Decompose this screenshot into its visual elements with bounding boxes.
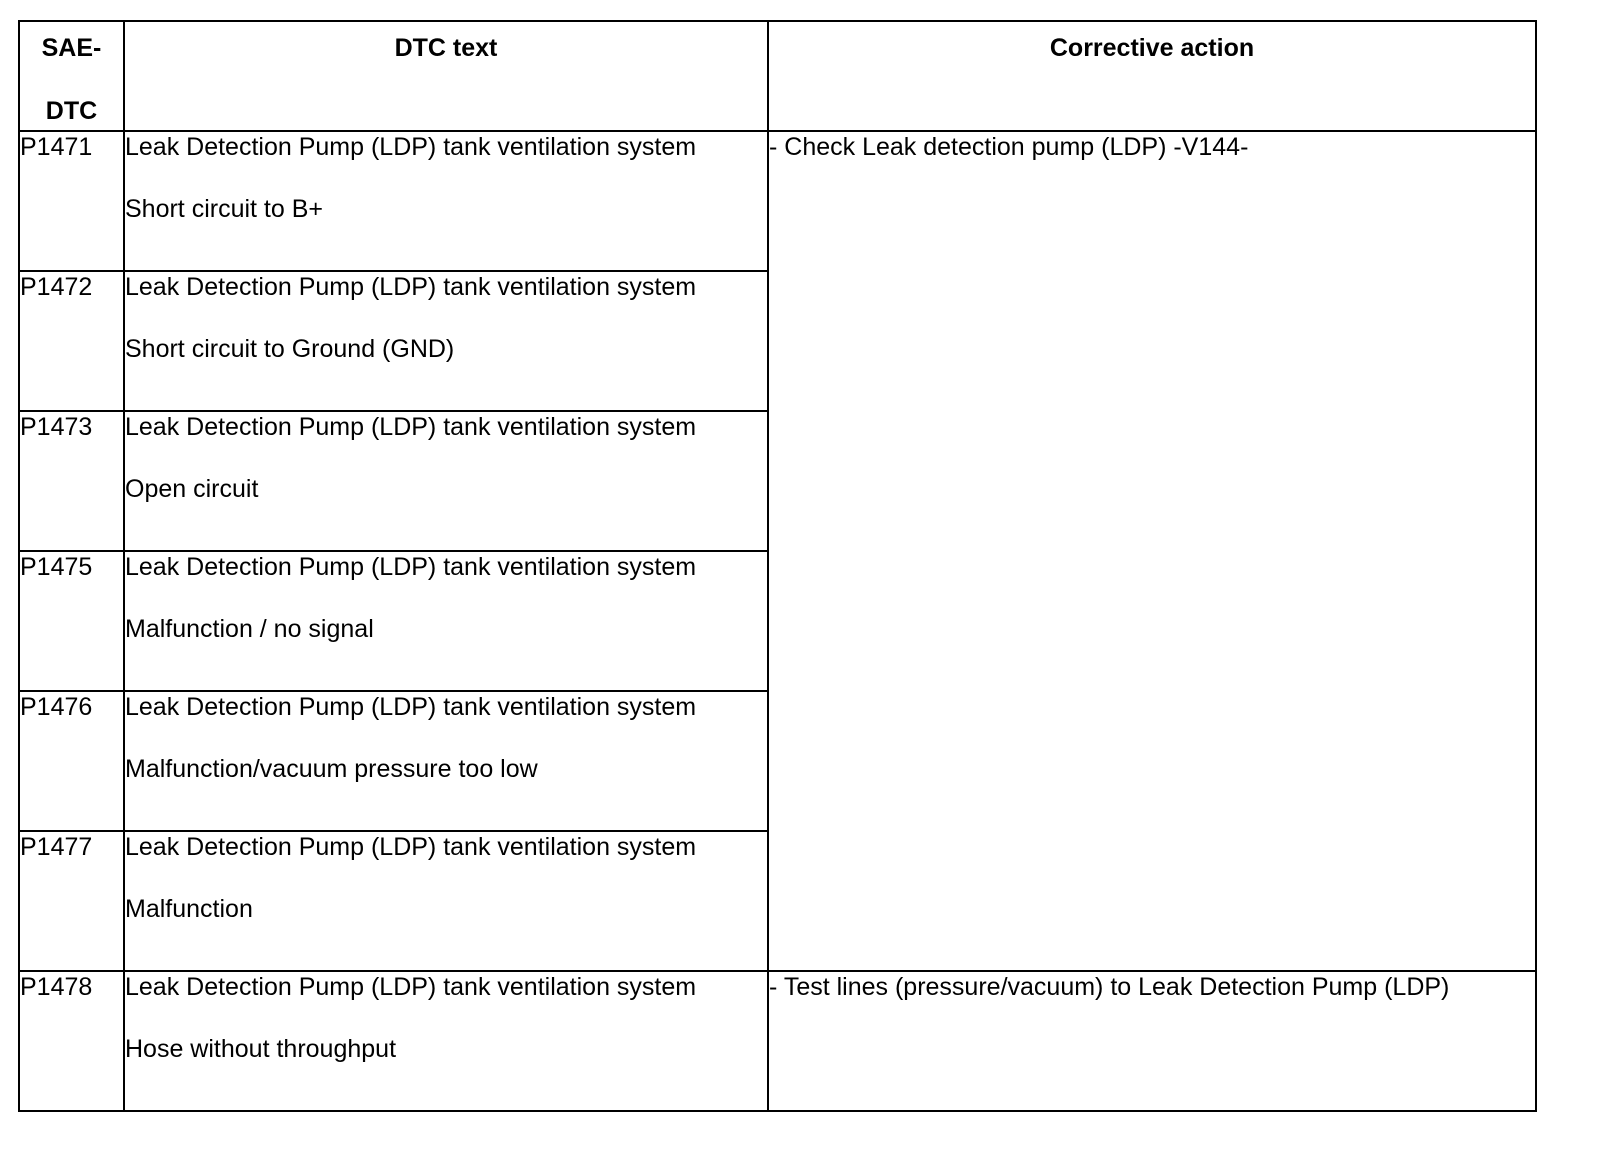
dtc-code: P1472 <box>19 271 124 411</box>
corrective-action-cell: - Test lines (pressure/vacuum) to Leak Detection Pump (LDP) <box>768 971 1536 1111</box>
dtc-detail: Short circuit to B+ <box>125 195 323 223</box>
dtc-description: Leak Detection Pump (LDP) tank ventilation system <box>125 833 697 861</box>
table-row <box>19 971 1536 1111</box>
dtc-description: Leak Detection Pump (LDP) tank ventilation system <box>125 973 697 1001</box>
corrective-action-cell: - Check Leak detection pump (LDP) -V144- <box>768 131 1536 971</box>
dtc-description: Leak Detection Pump (LDP) tank ventilation system <box>125 693 697 721</box>
dtc-description: Leak Detection Pump (LDP) tank ventilation system <box>125 133 697 161</box>
dtc-detail: Malfunction / no signal <box>125 615 374 643</box>
dtc-detail: Malfunction <box>125 895 253 923</box>
header-sae-line1: SAE- <box>41 34 102 62</box>
header-sae-line2: DTC <box>45 97 98 125</box>
dtc-code: P1473 <box>19 411 124 551</box>
dtc-description: Leak Detection Pump (LDP) tank ventilation system <box>125 413 697 441</box>
dtc-text-cell <box>124 691 768 831</box>
dtc-description: Leak Detection Pump (LDP) tank ventilation system <box>125 273 697 301</box>
dtc-text-cell <box>124 271 768 411</box>
dtc-detail: Short circuit to Ground (GND) <box>125 335 455 363</box>
dtc-text-cell <box>124 551 768 691</box>
dtc-text-cell <box>124 831 768 971</box>
dtc-text-cell <box>124 971 768 1111</box>
header-sae-dtc <box>19 21 124 131</box>
dtc-code: P1478 <box>19 971 124 1111</box>
table-row <box>19 131 1536 271</box>
dtc-table <box>18 20 1537 1112</box>
dtc-detail: Malfunction/vacuum pressure too low <box>125 755 538 783</box>
dtc-detail: Open circuit <box>125 475 259 503</box>
dtc-text-cell <box>124 411 768 551</box>
table-header-row <box>19 21 1536 131</box>
dtc-code: P1475 <box>19 551 124 691</box>
dtc-code: P1471 <box>19 131 124 271</box>
header-corrective-action: Corrective action <box>768 21 1536 131</box>
dtc-code: P1477 <box>19 831 124 971</box>
dtc-code: P1476 <box>19 691 124 831</box>
dtc-detail: Hose without throughput <box>125 1035 397 1063</box>
dtc-description: Leak Detection Pump (LDP) tank ventilation system <box>125 553 697 581</box>
dtc-text-cell <box>124 131 768 271</box>
header-dtc-text: DTC text <box>124 21 768 131</box>
